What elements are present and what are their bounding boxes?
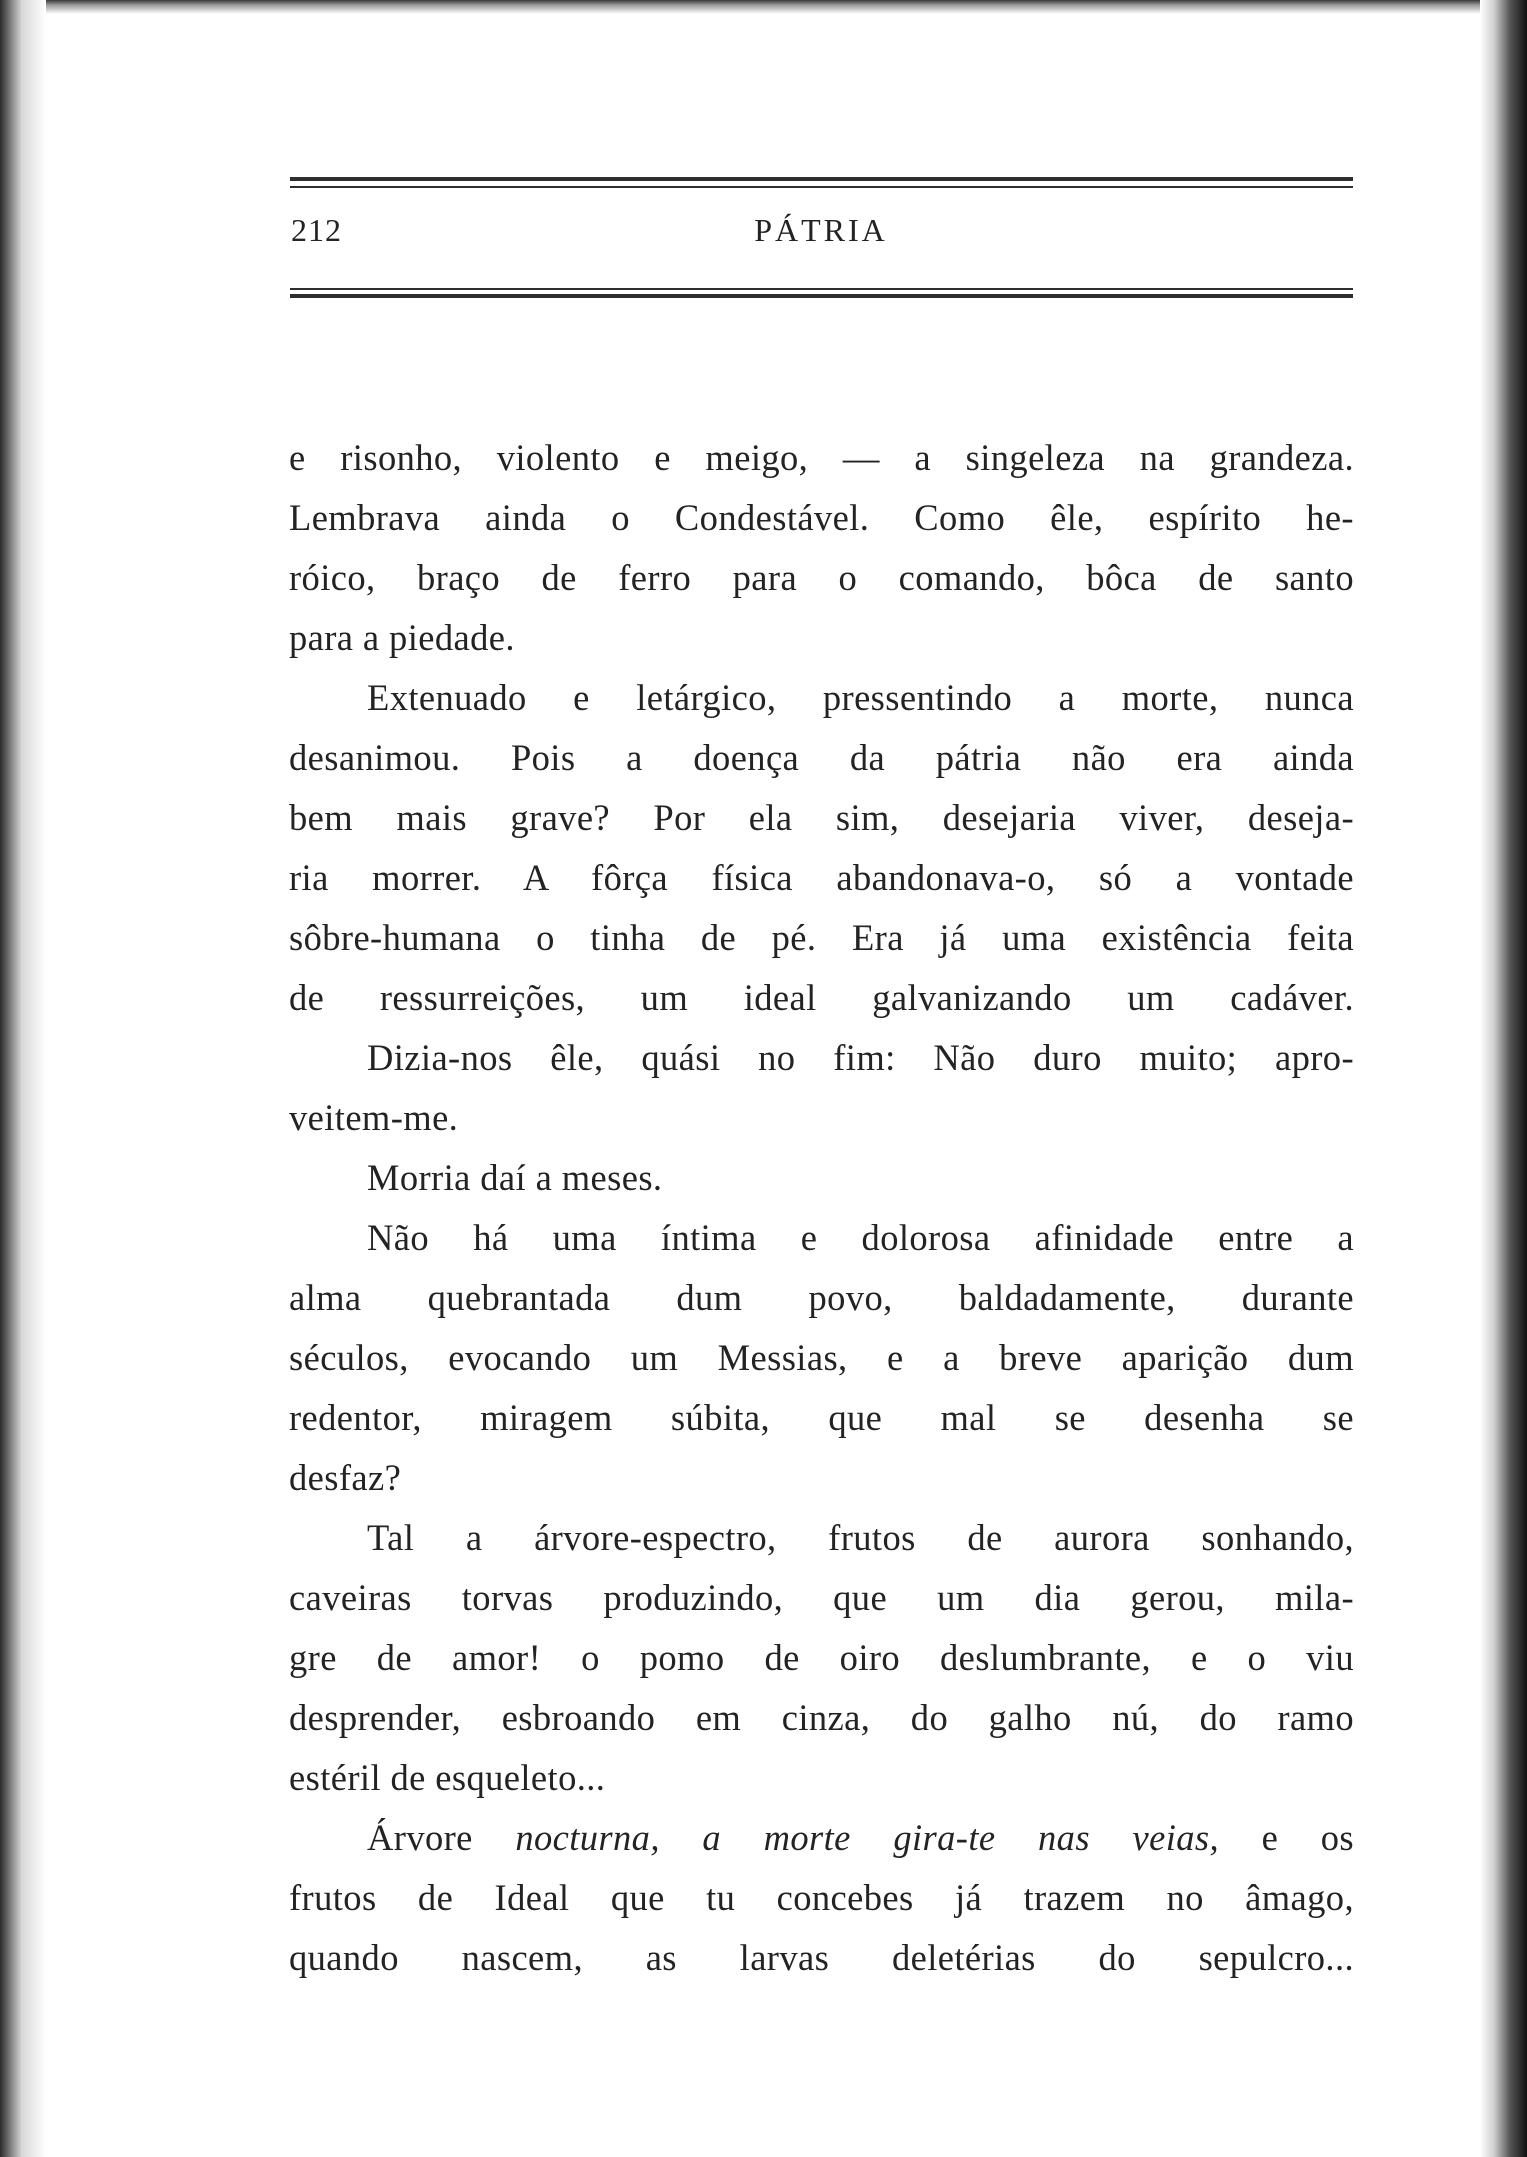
text-line: Lembrava ainda o Condestável. Como êle, espírito he- <box>289 497 1354 538</box>
paragraph-4 <box>289 1148 1354 1208</box>
text-line: caveiras torvas produzindo, que um dia gerou, mila- <box>289 1577 1354 1618</box>
page-number: 212 <box>291 212 342 248</box>
paragraph-3 <box>289 1028 1354 1148</box>
text-line: alma quebrantada dum povo, baldadamente, durante <box>289 1277 1354 1318</box>
text-line: frutos de Ideal que tu concebes já trazem no âmago, <box>289 1877 1354 1918</box>
text-line: bem mais grave? Por ela sim, desejaria viver, deseja- <box>289 797 1354 838</box>
text-line: Dizia-nos êle, quási no fim: Não duro muito; apro- <box>367 1037 1354 1078</box>
text-line: desanimou. Pois a doença da pátria não era ainda <box>289 737 1354 778</box>
text-line: Morria daí a meses. <box>367 1157 663 1198</box>
text-line: Extenuado e letárgico, pressentindo a morte, nunca <box>367 677 1354 718</box>
text-line: quando nascem, as larvas deletérias do sepulcro... <box>289 1937 1354 1978</box>
running-title: PÁTRIA <box>754 212 888 248</box>
paragraph-1 <box>289 428 1354 668</box>
text-line: para a piedade. <box>289 617 515 658</box>
paragraph-6 <box>289 1508 1354 1808</box>
text-line: Não há uma íntima e dolorosa afinidade entre a <box>367 1217 1354 1258</box>
header-rule-top-thick <box>290 177 1353 181</box>
text-line: séculos, evocando um Messias, e a breve aparição dum <box>289 1337 1354 1378</box>
italic-segment: nocturna, a morte gira-te nas veias, <box>515 1817 1220 1858</box>
header-rule-bottom-thin <box>290 288 1353 290</box>
text-line: sôbre-humana o tinha de pé. Era já uma existência feita <box>289 917 1354 958</box>
scan-left-edge <box>0 0 46 2157</box>
text-segment: e os <box>1219 1817 1354 1858</box>
text-line: redentor, miragem súbita, que mal se desenha se <box>289 1397 1354 1438</box>
header-rule-top-thin <box>290 186 1353 188</box>
text-line <box>289 1808 1354 1868</box>
text-line: Tal a árvore-espectro, frutos de aurora sonhando, <box>367 1517 1354 1558</box>
text-line: desfaz? <box>289 1457 402 1498</box>
text-segment: Árvore <box>367 1817 516 1858</box>
scan-top-edge <box>0 0 1527 14</box>
paragraph-7 <box>289 1808 1354 1988</box>
text-line: e risonho, violento e meigo, — a singeleza na grandeza. <box>289 437 1354 478</box>
paragraph-5 <box>289 1208 1354 1508</box>
text-line: veitem-me. <box>289 1097 459 1138</box>
text-line: gre de amor! o pomo de oiro deslumbrante, e o viu <box>289 1637 1354 1678</box>
text-line: ria morrer. A fôrça física abandonava-o, só a vontade <box>289 857 1354 898</box>
header-rule-bottom-thick <box>290 294 1353 298</box>
text-line: róico, braço de ferro para o comando, bôca de santo <box>289 557 1354 598</box>
paragraph-2 <box>289 668 1354 1028</box>
text-line: desprender, esbroando em cinza, do galho nú, do ramo <box>289 1697 1354 1738</box>
text-line: de ressurreições, um ideal galvanizando um cadáver. <box>289 977 1354 1018</box>
scan-right-edge <box>1480 0 1527 2157</box>
text-line: estéril de esqueleto... <box>289 1757 606 1798</box>
body-text <box>289 428 1354 1988</box>
